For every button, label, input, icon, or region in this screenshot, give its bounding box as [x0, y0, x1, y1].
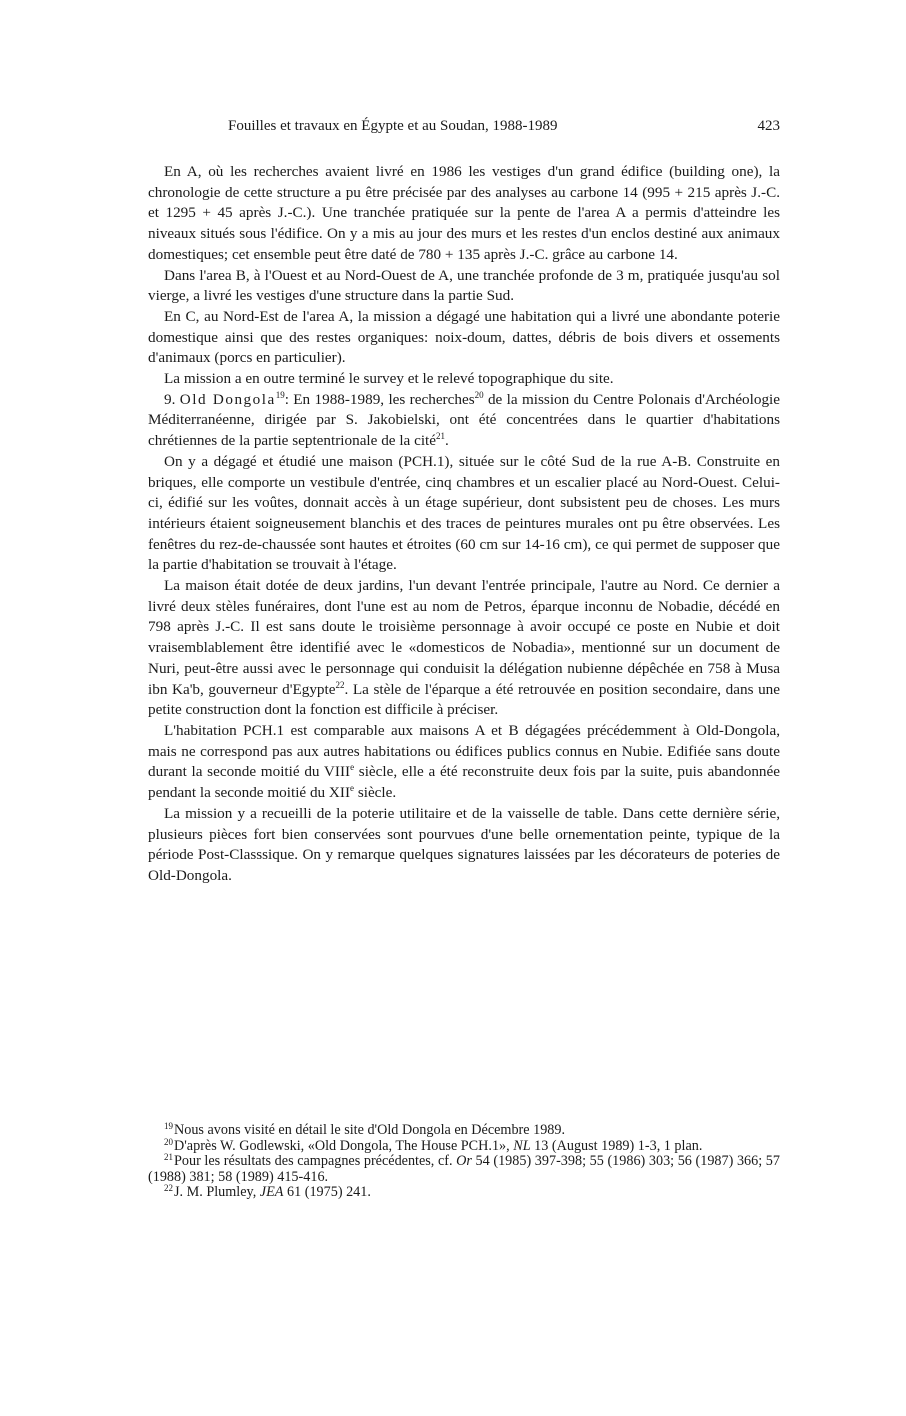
footnote-text: J. M. Plumley,	[174, 1184, 260, 1201]
section-number: 9.	[164, 390, 176, 408]
paragraph: On y a dégagé et étudié une maison (PCH.1), située sur le côté Sud de la rue A-B. Construite en briques, elle comporte un vestibule d'entrée, cinq chambres et un escalier placé au Nord-Ouest. Celui-ci, édifié sur les voûtes, donnait accès à un étage supérieur, dont subsistent peu de choses. Les murs intérieurs étaient soigneusement blanchis et des traces de peintures murales ont pu être observées. Les fenêtres du rez-de-chaussée sont hautes et étroites (60 cm sur 14-16 cm), ce qui permet de supposer que la partie d'habitation se trouvait à l'étage.	[148, 452, 780, 574]
site-name: Old Dongola	[179, 390, 276, 408]
paragraph: En C, au Nord-Est de l'area A, la mission a dégagé une habitation qui a livré une abondante poterie domestique ainsi que des restes organiques: noix-doum, dattes, débris de bois divers et ossements d'animaux (porcs en particulier).	[148, 307, 780, 367]
paragraph-text: . La stèle de l'éparque a été retrouvée en position secondaire, dans une petite construction dont la fonction est difficile à préciser.	[148, 680, 780, 719]
footnote-21	[148, 1154, 780, 1185]
body-text	[148, 162, 780, 887]
paragraph-old-dongola	[148, 390, 780, 452]
footnote-mark: 20	[164, 1136, 173, 1147]
paragraph	[148, 721, 780, 804]
paragraph	[148, 576, 780, 721]
footnote-20	[148, 1136, 780, 1155]
paragraph: En A, où les recherches avaient livré en 1986 les vestiges d'un grand édifice (building one), la chronologie de cette structure a pu être précisée par des analyses au carbone 14 (995 + 215 après J.-C. et 1295 + 45 après J.-C.). Une tranchée pratiquée sur la pente de l'area A a permis d'atteindre les niveaux situés sous l'édifice. On y a mis au jour des murs et les restes d'un enclos destiné aux animaux domestiques; cet ensemble peut être daté de 780 + 135 après J.-C. grâce au carbone 14.	[148, 163, 780, 263]
footnote-ref[interactable]: 20	[474, 389, 484, 400]
footnote-ref[interactable]: 19	[275, 389, 285, 400]
running-title: Fouilles et travaux en Égypte et au Soudan, 1988-1989	[228, 118, 558, 134]
footnote-text: 54 (1985) 397-398; 55 (1986) 303; 56 (1987) 366; 57 (1988) 381; 58 (1989) 415-416.	[148, 1153, 780, 1185]
paragraph-text: : En 1988-1989, les recherches	[284, 390, 475, 408]
footnote-mark: 19	[164, 1121, 173, 1131]
superscript: e	[350, 783, 355, 794]
journal-abbrev: NL	[513, 1137, 531, 1154]
paragraph: La mission a en outre terminé le survey et le relevé topographique du site.	[164, 370, 614, 388]
footnote-text: Nous avons visité en détail le site d'Old Dongola en Décembre 1989.	[174, 1122, 566, 1138]
footnote-ref[interactable]: 22	[335, 679, 345, 690]
footnote-text: 61 (1975) 241.	[283, 1184, 371, 1201]
paragraph-text: L'habitation PCH.1 est comparable aux maisons A et B dégagées précédemment à Old-Dongola, mais ne correspond pas aux autres habitations ou édifices publics connus en Nubie. Edifiée sans doute durant la seconde moitié du VIII	[148, 721, 780, 781]
footnote-text: Pour les résultats des campagnes précédentes, cf.	[174, 1153, 457, 1170]
paragraph-text: .	[445, 432, 449, 450]
journal-abbrev: Or	[456, 1153, 472, 1170]
paragraph: Dans l'area B, à l'Ouest et au Nord-Ouest de A, une tranchée profonde de 3 m, pratiquée jusqu'au sol vierge, a livré les vestiges d'une structure dans la partie Sud.	[148, 266, 780, 305]
footnote-mark: 21	[164, 1152, 173, 1163]
running-header	[148, 118, 780, 140]
page-number: 423	[757, 118, 780, 134]
footnotes	[148, 1123, 780, 1201]
footnote-text: 13 (August 1989) 1-3, 1 plan.	[530, 1137, 703, 1154]
footnote-mark: 22	[164, 1183, 173, 1194]
paragraph-text: La maison était dotée de deux jardins, l'un devant l'entrée principale, l'autre au Nord. Ce dernier a livré deux stèles funéraires, dont l'une est au nom de Petros, éparque inconnu de Nobadie, décédé en 798 après J.-C. Il est sans doute le troisième personnage à avoir occupé ce poste en Nubie et doit vraisemblablement être identifié avec le «domesticos de Nobadia», mentionné sur un document de Nuri, peut-être aussi avec le personnage qui conduisit la délégation nubienne dépêchée en 758 à Musa ibn Ka'b, gouverneur d'Egypte	[148, 577, 780, 698]
superscript: e	[350, 762, 355, 773]
paragraph-text: siècle, elle a été reconstruite deux fois par la suite, puis abandonnée pendant la seconde moitié du XII	[148, 763, 780, 802]
footnote-19	[148, 1123, 780, 1139]
paragraph-text: siècle.	[354, 784, 397, 802]
footnote-ref[interactable]: 21	[436, 431, 445, 442]
paragraph: La mission y a recueilli de la poterie utilitaire et de la vaisselle de table. Dans cette dernière série, plusieurs pièces fort bien conservées sont pourvues d'une belle ornementation peinte, typique de la période Post-Classsique. On y remarque quelques signatures laissées par les décorateurs de poteries de Old-Dongola.	[148, 804, 780, 884]
footnote-22	[148, 1185, 780, 1201]
footnote-text: D'après W. Godlewski, «Old Dongola, The House PCH.1»,	[174, 1137, 514, 1154]
journal-abbrev: JEA	[259, 1184, 284, 1201]
paragraph-text: de la mission du Centre Polonais d'Archéologie Méditerranéenne, dirigée par S. Jakobielski, ont été concentrées dans le quartier d'habitations chrétiennes de la partie septentrionale de la cité	[148, 390, 781, 450]
